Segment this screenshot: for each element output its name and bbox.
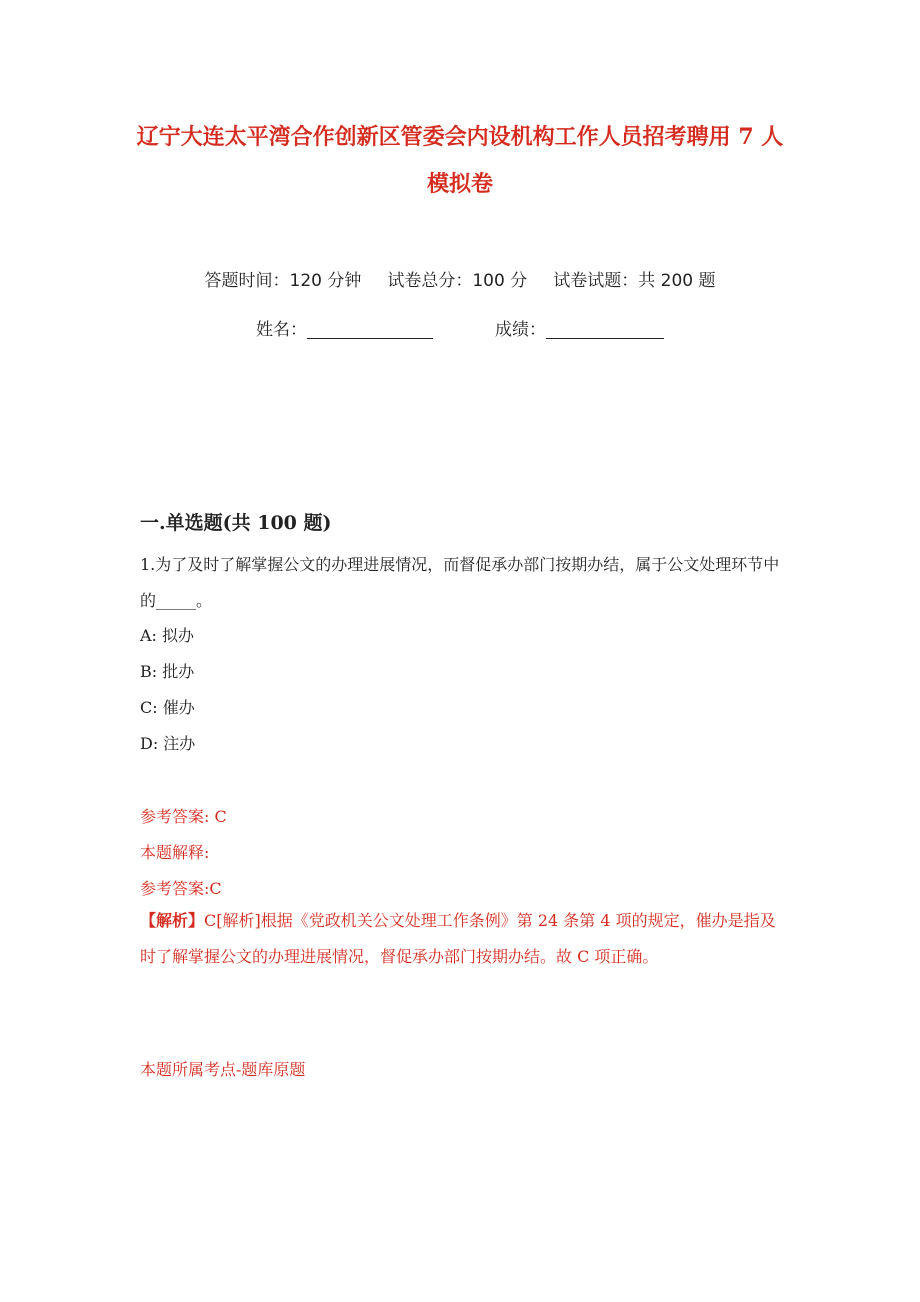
analysis bbox=[140, 903, 780, 975]
explanation-label: 本题解释: bbox=[140, 843, 210, 862]
name-label: 姓名： bbox=[256, 320, 307, 340]
exam-meta bbox=[0, 269, 920, 293]
reference-answer-repeat: 参考答案:C bbox=[140, 879, 222, 898]
document-title-line-2: 模拟卷 bbox=[426, 171, 493, 197]
score-blank bbox=[546, 318, 664, 339]
score-label: 成绩： bbox=[495, 320, 546, 340]
section-heading: 一.单选题(共 100 题) bbox=[140, 512, 332, 534]
exam-question-count: 试卷试题：共 200 题 bbox=[553, 271, 716, 291]
option-b: B: 批办 bbox=[140, 662, 195, 681]
reference-answer: 参考答案: C bbox=[140, 807, 227, 826]
analysis-tag: 【解析】 bbox=[140, 911, 205, 930]
exam-total-score: 试卷总分：100 分 bbox=[387, 271, 528, 291]
candidate-fields bbox=[0, 318, 920, 342]
topic-label: 本题所属考点-题库原题 bbox=[140, 1060, 306, 1079]
exam-time: 答题时间：120 分钟 bbox=[204, 271, 362, 291]
option-c: C: 催办 bbox=[140, 698, 195, 717]
name-blank bbox=[307, 318, 433, 339]
analysis-text: C[解析]根据《党政机关公文处理工作条例》第 24 条第 4 项的规定，催办是指及时了解掌握公文的办理进展情况，督促承办部门按期办结。故 C 项正确。 bbox=[140, 911, 776, 966]
question-text: 1.为了及时了解掌握公文的办理进展情况，而督促承办部门按期办结，属于公文处理环节中的_____。 bbox=[140, 555, 780, 610]
option-d: D: 注办 bbox=[140, 734, 196, 753]
document-title-line-1: 辽宁大连太平湾合作创新区管委会内设机构工作人员招考聘用 7 人 bbox=[136, 124, 784, 150]
option-a: A: 拟办 bbox=[140, 626, 195, 645]
